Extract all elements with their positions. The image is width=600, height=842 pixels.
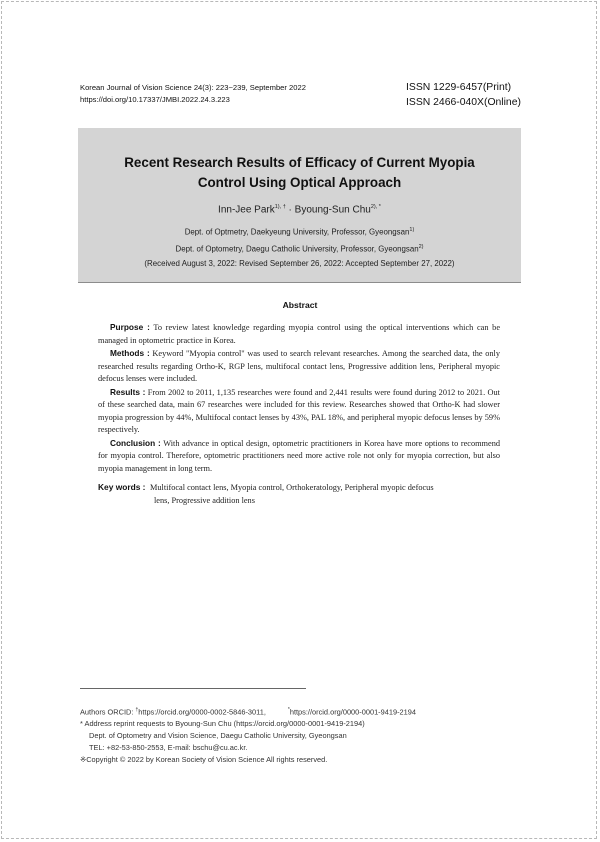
author-1: Inn-Jee Park — [218, 204, 275, 216]
orcid-2-mark: * — [287, 707, 290, 713]
footnotes — [80, 704, 520, 766]
issn-online: ISSN 2466-040X(Online) — [406, 97, 521, 108]
title-box — [78, 128, 521, 283]
author-2-marks: 2), * — [370, 204, 381, 210]
affiliation-1: Dept. of Optmetry, Daekyeung University, Professor, Gyeongsan$^{1)}$ — [184, 227, 415, 237]
doi-link[interactable]: https://doi.org/10.17337/JMBI.2022.24.3.223 — [80, 95, 230, 104]
abstract-purpose — [98, 321, 500, 347]
conclusion-text: With advance in optical design, optometric practitioners in Korea have more options to recommend for myopia control. Therefore, optometric practitioners need more active role not only for myopia correction, but also myopia management in long term. — [98, 438, 500, 474]
orcid-line — [80, 704, 520, 718]
keywords-body — [150, 482, 500, 507]
keywords-line-1: Multifocal contact lens, Myopia control, Orthokeratology, Peripheral myopic defocus — [150, 483, 434, 492]
abstract-conclusion — [98, 437, 500, 476]
abstract-heading: Abstract — [282, 300, 318, 310]
orcid-prefix: Authors ORCID: — [80, 707, 136, 717]
received-dates: (Received August 3, 2022: Revised September 26, 2022: Accepted September 27, 2022) — [144, 259, 455, 268]
issn-block — [406, 80, 521, 110]
methods-text: Keyword "Myopia control" was used to search relevant researches. Among the searched data, the only researched results regarding Ortho-K, RGP lens, multifocal contact lens, Progressive addition lens, Peripheral myopic defocus lenses were included. — [98, 349, 500, 384]
author-2: Byoung-Sun Chu — [294, 204, 371, 216]
conclusion-label: Conclusion : — [110, 437, 161, 448]
results-label: Results : — [110, 386, 146, 397]
keywords-label: Key words : — [98, 482, 146, 492]
purpose-text: To review latest knowledge regarding myopia control using the optical interventions which can be managed in optometric practice in Korea. — [98, 323, 500, 345]
issn-print: ISSN 1229-6457(Print) — [406, 82, 512, 93]
orcid-1[interactable]: https://orcid.org/0000-0002-5846-3011, — [138, 707, 266, 717]
title-line-1: Recent Research Results of Efficacy of Current Myopia — [124, 155, 475, 170]
abstract-methods — [98, 347, 500, 386]
author-separator: · — [288, 204, 292, 216]
orcid-2[interactable]: https://orcid.org/0000-0001-9419-2194 — [289, 707, 416, 717]
author-1-marks: 1), † — [274, 204, 286, 210]
paper-title — [78, 153, 521, 193]
abstract-results — [98, 386, 500, 437]
footnote-rule — [80, 688, 306, 689]
correspondence-contact: TEL: +82-53-850-2553, E-mail: bschu@cu.ac.kr. — [89, 743, 248, 753]
keywords-line-2: lens, Progressive addition lens — [154, 495, 255, 505]
abstract-body — [98, 321, 500, 476]
journal-citation: Korean Journal of Vision Science 24(3): 223~239, September 2022 — [80, 83, 306, 92]
reprint-request: * Address reprint requests to Byoung-Sun Chu (https://orcid.org/0000-0001-9419-2194) — [80, 719, 365, 729]
journal-header — [80, 82, 306, 106]
affiliations — [78, 223, 521, 256]
authors — [78, 204, 521, 215]
orcid-1-mark: † — [135, 707, 139, 713]
affiliation-2: Dept. of Optometry, Daegu Catholic University, Professor, Gyeongsan$^{2)}$ — [175, 243, 424, 254]
correspondence-dept: Dept. of Optometry and Vision Science, Daegu Catholic University, Gyeongsan — [89, 731, 347, 741]
title-line-2: Control Using Optical Approach — [197, 175, 402, 190]
methods-label: Methods : — [110, 348, 150, 359]
copyright: ※Copyright © 2022 by Korean Society of Vision Science All rights reserved. — [80, 755, 328, 765]
purpose-label: Purpose : — [110, 322, 150, 332]
results-text: From 2002 to 2011, 1,135 researches were found and 2,441 results were found during 2012 to 2021. Out of these searched data, main 67 researches were included for this review. Researches showed that Ortho-K had slower myopia progression by 44%, Multifocal contact lenses by 43%, PAL 18%, and peripheral myopic defocus lenses by 59% respectively. — [98, 387, 500, 435]
